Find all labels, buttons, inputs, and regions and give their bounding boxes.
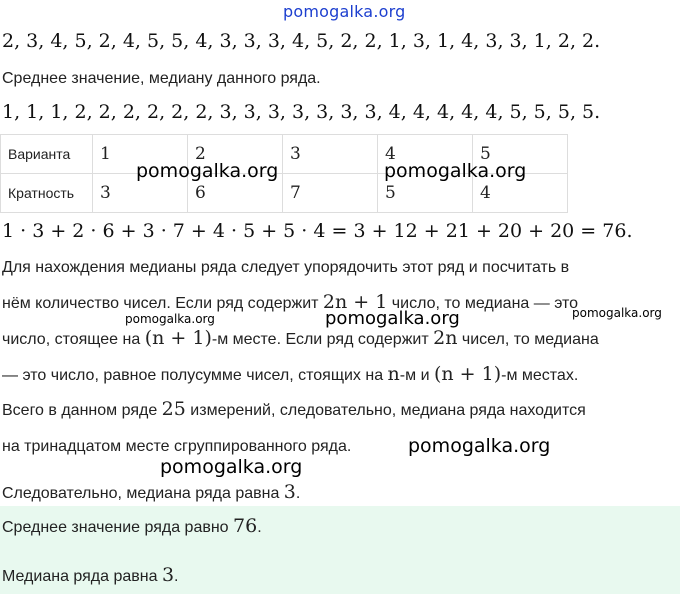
math-expression: (n + 1)	[144, 327, 212, 349]
text: .	[295, 485, 301, 502]
text: Медиана ряда равна	[2, 568, 162, 585]
math-expression: 2n	[433, 327, 458, 349]
multiplicity-cell: 6	[188, 174, 283, 213]
variant-cell: 3	[283, 135, 378, 174]
multiplicity-label: Кратность	[1, 174, 93, 213]
text: -м и	[399, 367, 434, 384]
math-expression: (n + 1)	[433, 363, 502, 385]
variant-cell: 5	[473, 135, 568, 174]
variant-label: Варианта	[1, 135, 93, 174]
answer-box	[0, 506, 680, 594]
text: .	[174, 568, 179, 585]
text: измерений, следовательно, медиана ряда находится	[185, 402, 586, 419]
text: -м местах.	[501, 367, 579, 384]
answer-mean	[2, 515, 262, 537]
multiplicity-cell: 3	[93, 174, 188, 213]
paragraph-line-3	[2, 327, 599, 349]
math-expression: 25	[161, 398, 186, 420]
watermark: pomogalka.org	[572, 306, 662, 320]
paragraph-line-2	[2, 291, 578, 313]
watermark-top: pomogalka.org	[283, 2, 406, 21]
data-series: 2, 3, 4, 5, 2, 4, 5, 5, 4, 3, 3, 3, 4, 5, 2, 2, 1, 3, 1, 4, 3, 3, 1, 2, 2.	[2, 30, 601, 52]
text: число, стоящее на	[2, 331, 145, 348]
text: Следовательно, медиана ряда равна	[2, 485, 284, 502]
variant-cell: 1	[93, 135, 188, 174]
watermark: pomogalka.org	[125, 312, 215, 326]
text: .	[257, 519, 262, 536]
text: — это число, равное полусумме чисел, стоящих на	[2, 367, 388, 384]
answer-median	[2, 564, 179, 586]
math-expression: 3	[283, 481, 296, 503]
text: Среднее значение ряда равно	[2, 519, 234, 536]
paragraph-line-6: на тринадцатом месте сгруппированного ряда.	[2, 438, 352, 455]
paragraph-line-4	[2, 363, 578, 385]
variant-cell: 4	[378, 135, 473, 174]
multiplicity-cell: 7	[283, 174, 378, 213]
text: число, то медиана — это	[387, 295, 579, 312]
math-expression: 76	[233, 515, 258, 537]
paragraph-line-1: Для нахождения медианы ряда следует упорядочить этот ряд и посчитать в	[2, 259, 570, 276]
math-expression: n	[387, 363, 400, 385]
math-expression: 2n + 1	[322, 291, 388, 313]
watermark: pomogalka.org	[384, 160, 527, 182]
sorted-series: 1, 1, 1, 2, 2, 2, 2, 2, 2, 3, 3, 3, 3, 3, 3, 3, 4, 4, 4, 4, 4, 5, 5, 5, 5.	[2, 101, 601, 123]
sum-formula: 1 · 3 + 2 · 6 + 3 · 7 + 4 · 5 + 5 · 4 = 3 + 12 + 21 + 20 + 20 = 76.	[2, 220, 633, 242]
multiplicity-cell: 4	[473, 174, 568, 213]
watermark: pomogalka.org	[136, 160, 279, 182]
watermark: pomogalka.org	[408, 435, 551, 457]
conclusion	[2, 481, 300, 503]
math-expression: 3	[161, 564, 175, 586]
text: чисел, то медиана	[457, 331, 599, 348]
text: -м месте. Если ряд содержит	[211, 331, 434, 348]
paragraph-line-5	[2, 398, 586, 420]
text: нём количество чисел. Если ряд содержит	[2, 295, 323, 312]
task-text: Среднее значение, медиану данного ряда.	[2, 70, 321, 87]
variant-cell: 2	[188, 135, 283, 174]
multiplicity-cell: 5	[378, 174, 473, 213]
text: Всего в данном ряде	[2, 402, 162, 419]
watermark: pomogalka.org	[160, 456, 303, 478]
watermark: pomogalka.org	[325, 308, 460, 329]
